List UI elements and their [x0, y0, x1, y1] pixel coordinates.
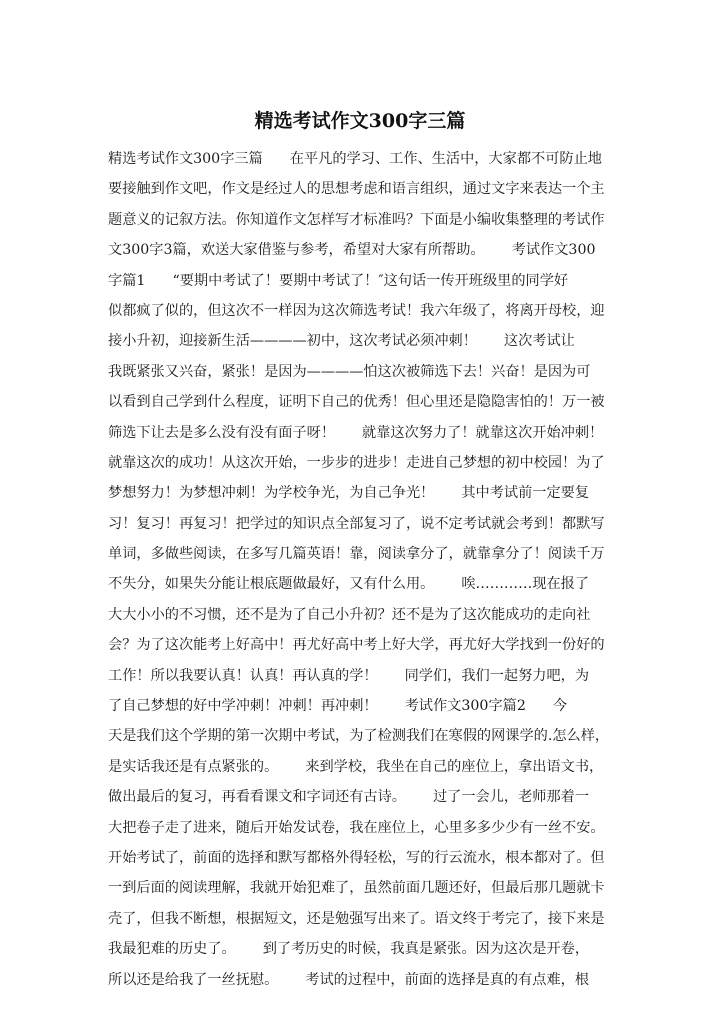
body-line: 文300字3篇，欢送大家借鉴与参考，希望对大家有所帮助。 考试作文300: [108, 242, 596, 259]
body-line: 一到后面的阅读理解，我就开始犯难了，虽然前面几题还好，但最后那几题就卡: [108, 880, 605, 897]
body-line: 接小升初，迎接新生活————初中，这次考试必须冲刺！ 这次考试让: [108, 333, 575, 350]
body-line: 工作！所以我要认真！认真！再认真的学！ 同学们，我们一起努力吧，为: [108, 667, 590, 684]
body-line: 壳了，但我不断想，根据短文，还是勉强写出来了。语文终于考完了，接下来是: [108, 910, 605, 927]
body-line: 单词，多做些阅读，在多写几篇英语！靠，阅读拿分了，就靠拿分了！阅读千万: [108, 546, 605, 563]
document-title: 精选考试作文300字三篇: [254, 110, 466, 132]
body-line: 我最犯难的历史了。 到了考历史的时候，我真是紧张。因为这次是开卷，: [108, 941, 590, 958]
body-line: 所以还是给我了一丝抚慰。 考试的过程中，前面的选择是真的有点难，根: [108, 971, 590, 988]
body-line: 了自己梦想的好中学冲刺！冲刺！再冲刺！ 考试作文300字篇2 今: [108, 698, 568, 715]
body-line: 天是我们这个学期的第一次期中考试，为了检测我们在寒假的网课学的.怎么样，: [108, 728, 610, 745]
body-line: 字篇1 “要期中考试了！要期中考试了！″这句话一传开班级里的同学好: [108, 272, 569, 289]
document-body: [108, 146, 620, 997]
body-line: 筛选下让去是多么没有没有面子呀！ 就靠这次努力了！就靠这次开始冲刺！: [108, 424, 604, 441]
body-line: 开始考试了，前面的选择和默写都格外得轻松，写的行云流水，根本都对了。但: [108, 849, 605, 866]
body-line: 题意义的记叙方法。你知道作文怎样写才标准吗？下面是小编收集整理的考试作: [108, 211, 605, 228]
body-line: 梦想努力！为梦想冲刺！为学校争光，为自己争光！ 其中考试前一定要复: [108, 485, 590, 502]
body-line: 是实话我还是有点紧张的。 来到学校，我坐在自己的座位上，拿出语文书，: [108, 758, 604, 775]
body-line: 会？为了这次能考上好高中！再尤好高中考上好大学，再尤好大学找到一份好的: [108, 637, 605, 654]
body-line: 不失分，如果失分能让根底题做最好，又有什么用。 唉…………现在报了: [108, 576, 590, 593]
body-line: 习！复习！再复习！把学过的知识点全部复习了，说不定考试就会考到！都默写: [108, 515, 605, 532]
body-line: 我既紧张又兴奋，紧张！是因为————怕这次被筛选下去！兴奋！是因为可: [108, 363, 591, 380]
body-line: 精选考试作文300字三篇 在平凡的学习、工作、生活中，大家都不可防止地: [108, 151, 602, 167]
body-line: 做出最后的复习，再看看课文和字词还有古诗。 过了一会儿，老师那着一: [108, 789, 590, 806]
body-line: 似都疯了似的，但这次不一样因为这次筛选考试！我六年级了，将离开母校，迎: [108, 302, 605, 319]
body-line: 大大小小的不习惯，还不是为了自己小升初？还不是为了这次能成功的走向社: [108, 606, 591, 623]
body-line: 以看到自己学到什么程度，证明下自己的优秀！但心里还是隐隐害怕的！万一被: [108, 394, 605, 411]
body-line: 要接触到作文吧，作文是经过人的思想考虑和语言组织，通过文字来表达一个主: [108, 181, 605, 198]
body-line: 大把卷子走了进来，随后开始发试卷，我在座位上，心里多多少少有一丝不安。: [108, 819, 605, 836]
body-line: 就靠这次的成功！从这次开始，一步步的进步！走进自己梦想的初中校园！为了: [108, 454, 605, 471]
